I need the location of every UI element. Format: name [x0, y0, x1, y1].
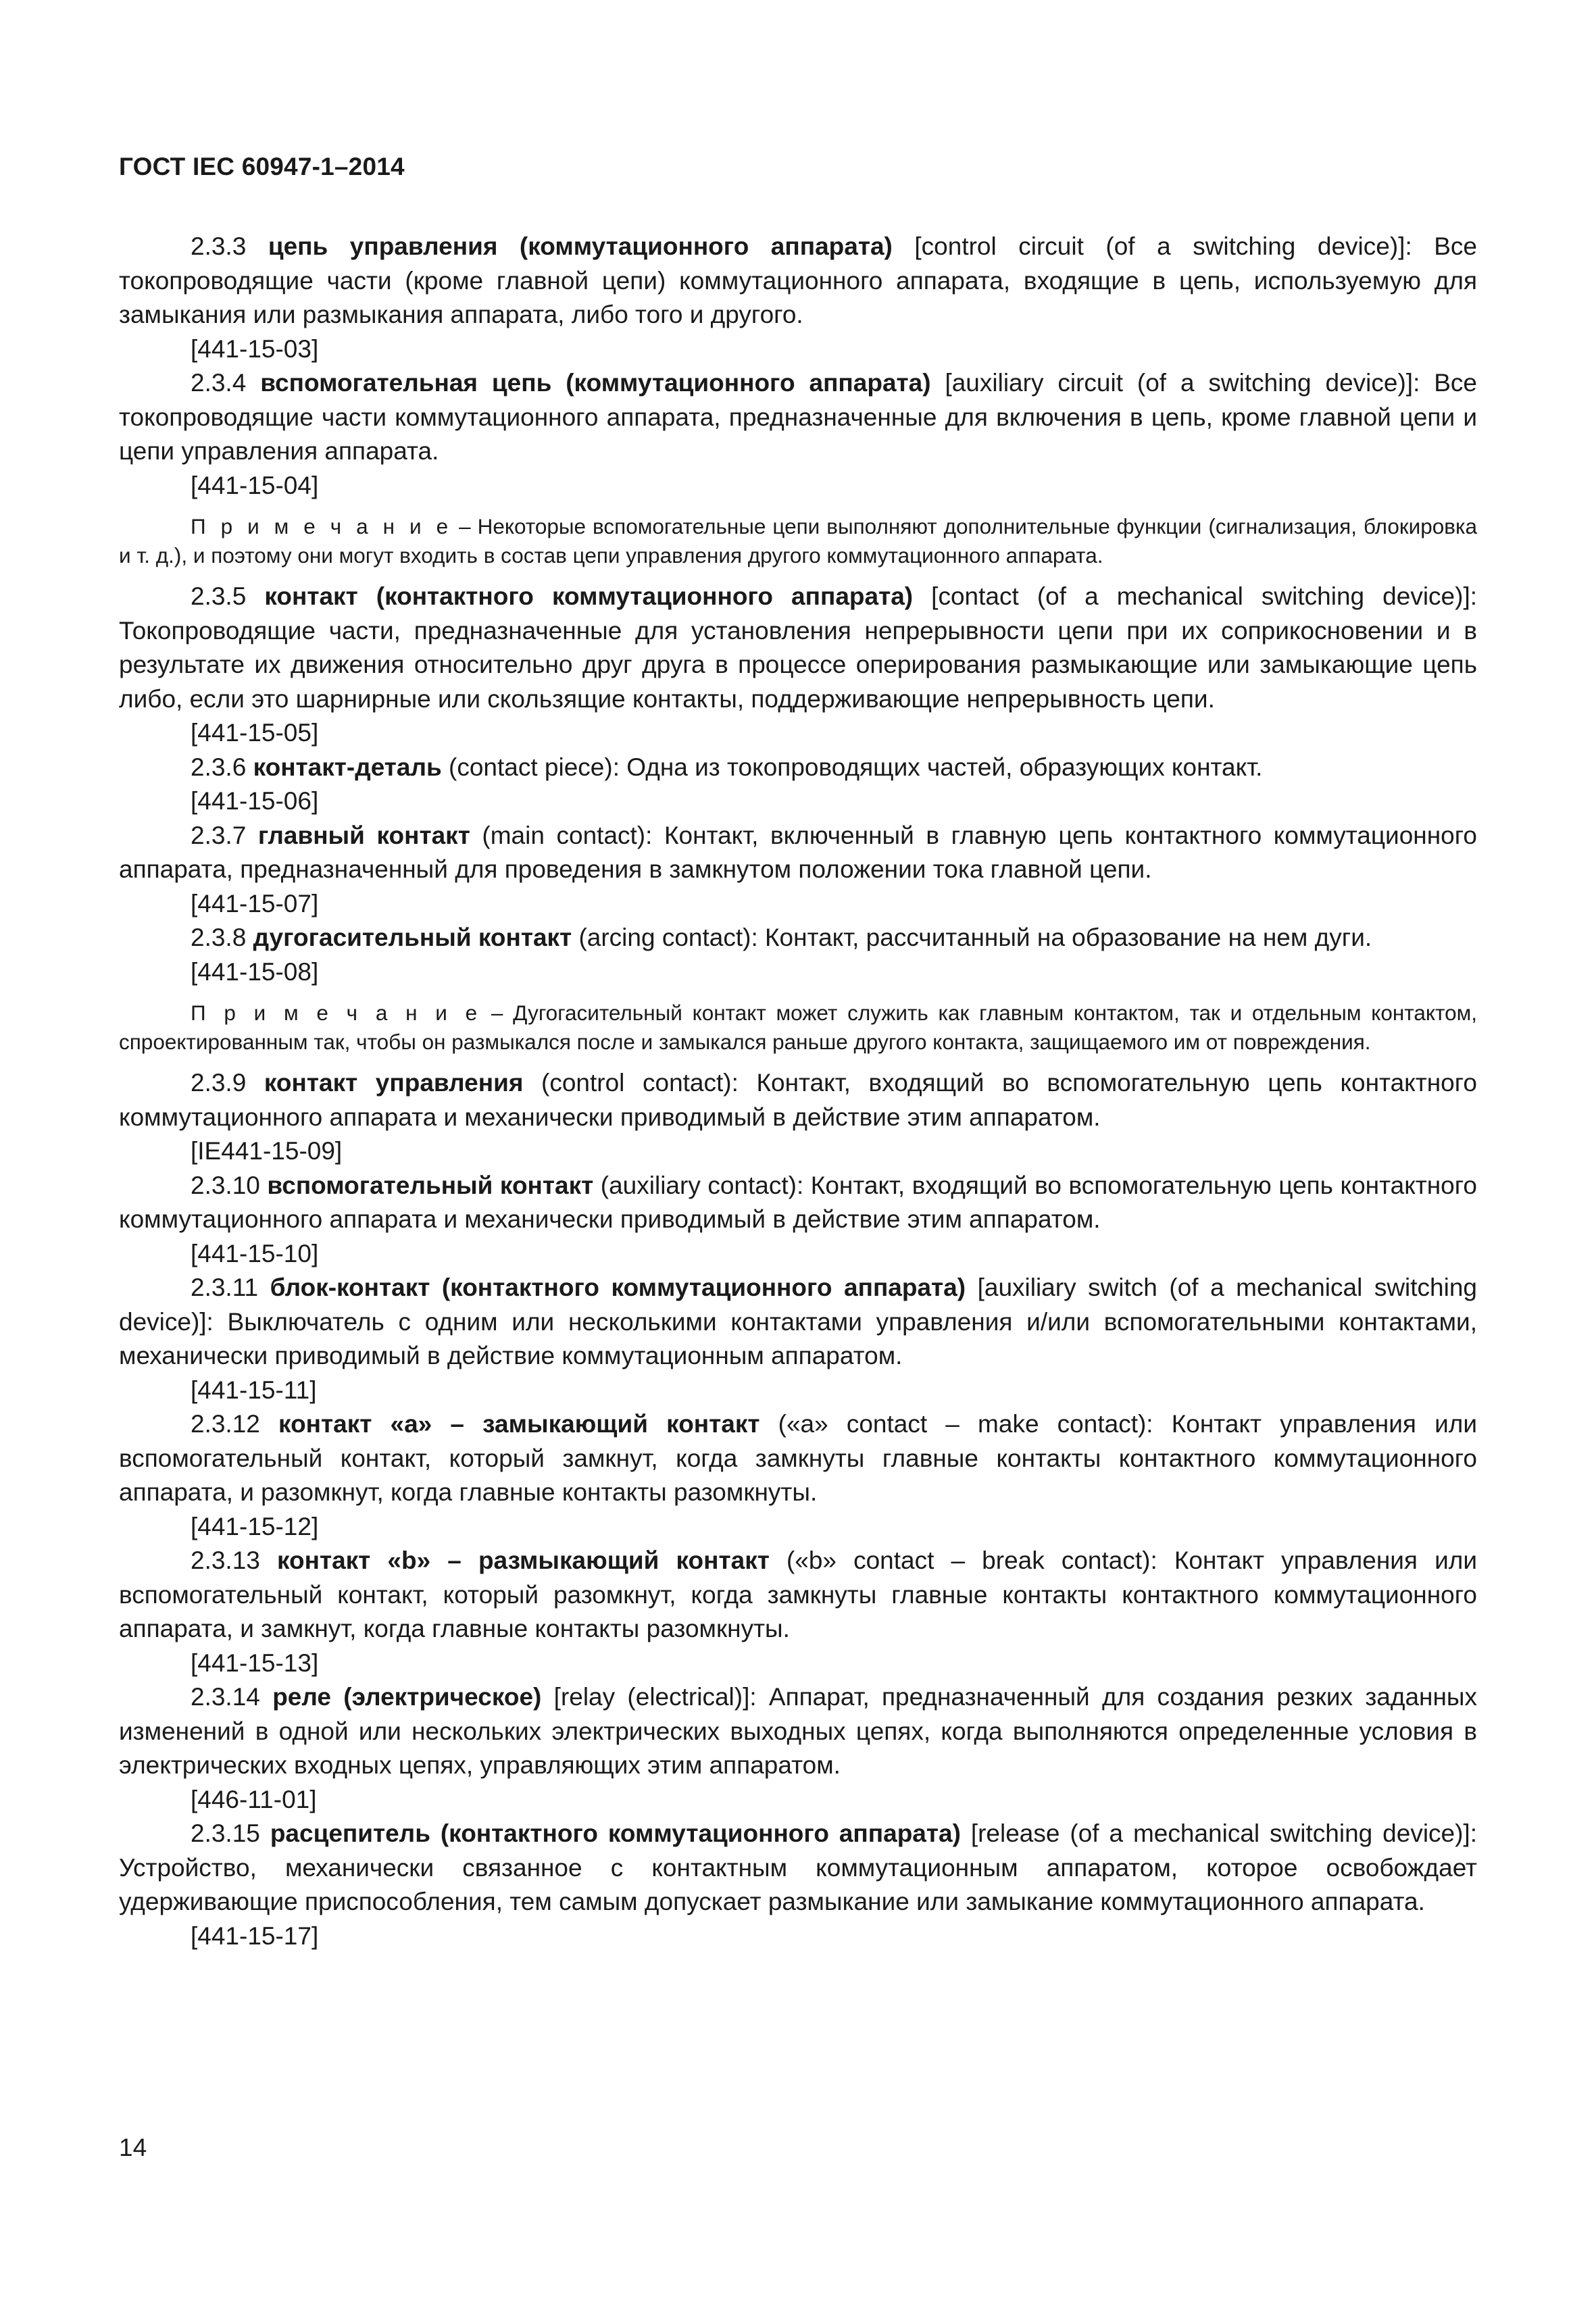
note-label: П р и м е ч а н и е [191, 1001, 482, 1025]
entry-number: 2.3.13 [191, 1546, 260, 1574]
entry-term: контакт «а» – замыкающий контакт [278, 1410, 760, 1438]
entry-2-3-4 [119, 366, 1477, 469]
entry-term: главный контакт [257, 821, 470, 849]
entry-number: 2.3.9 [191, 1069, 247, 1097]
entry-reference: [IE441-15-09] [191, 1137, 343, 1165]
page-number: 14 [119, 2134, 147, 2161]
note-text: – Дугогасительный контакт может служить как главным контактом, так и отдельным контактом, спроектированным так, чтобы он размыкался после и замыкался раньше другого контакта, защищаемого им от повреждения. [119, 1001, 1477, 1054]
entry-term: блок-контакт (контактного коммутационного аппарата) [270, 1274, 966, 1301]
document-body [119, 230, 1477, 1953]
entry-number: 2.3.4 [191, 369, 247, 397]
standard-header: ГОСТ IEC 60947-1–2014 [119, 153, 405, 180]
entry-term: контакт «b» – размыкающий контакт [276, 1546, 770, 1574]
entry-reference: [441-15-17] [191, 1921, 319, 1950]
entry-reference: [441-15-05] [191, 719, 319, 747]
note-text: – Некоторые вспомогательные цепи выполняют дополнительные функции (сигнализация, блокировка и т. д.), и поэтому они могут входить в состав цепи управления другого коммутационного аппарата. [119, 514, 1477, 568]
entry-term: контакт управления [264, 1069, 524, 1097]
entry-term: контакт (контактного коммутационного аппарата) [264, 582, 914, 610]
entry-reference: [446-11-01] [191, 1785, 317, 1813]
entry-definition: (main contact): Контакт, включенный в главную цепь контактного коммутационного аппарата, предназначенный для проведения в замкнутом положении тока главной цепи. [119, 821, 1477, 883]
entry-definition: [relay (electrical)]: Аппарат, предназначенный для создания резких заданных изменений в одной или нескольких электрических выходных цепях, когда выполняются определенные условия в электрических входных цепях, управляющих этим аппаратом. [119, 1683, 1478, 1779]
entry-reference: [441-15-03] [191, 334, 319, 363]
entry-reference: [441-15-12] [191, 1512, 319, 1540]
entry-2-3-6 [119, 751, 1477, 785]
entry-definition: [release (of a mechanical switching device)]: Устройство, механически связанное с контактным коммутационным аппаратом, которое освобождает удерживающие приспособления, тем самым допускает размыкание или замыкание коммутационного аппарата. [119, 1819, 1477, 1915]
entry-term: вспомогательная цепь (коммутационного аппарата) [260, 369, 931, 397]
entry-term: расцепитель (контактного коммутационного аппарата) [270, 1819, 961, 1847]
entry-definition: («b» contact – break contact): Контакт управления или вспомогательный контакт, который разомкнут, когда замкнуты главные контакты контактного коммутационного аппарата, и замкнут, когда главные контакты разомкнуты. [119, 1546, 1477, 1642]
entry-2-3-11 [119, 1271, 1477, 1374]
entry-number: 2.3.11 [191, 1274, 259, 1301]
entry-number: 2.3.12 [191, 1410, 260, 1438]
entry-definition: [auxiliary circuit (of a switching device)]: Все токопроводящие части коммутационного аппарата, предназначенные для включения в цепь, кроме главной цепи и цепи управления аппарата. [119, 369, 1478, 465]
entry-term: вспомогательный контакт [267, 1171, 594, 1199]
note-label: П р и м е ч а н и е [191, 514, 453, 538]
entry-2-3-9 [119, 1066, 1477, 1134]
entry-definition: [contact (of a mechanical switching device)]: Токопроводящие части, предназначенные для установления непрерывности цепи при их соприкосновении и в результате их движения относительно друг друга в процессе оперирования размыкающие или замыкающие цепь либо, если это шарнирные или скользящие контакты, поддерживающие непрерывность цепи. [119, 582, 1478, 713]
entry-number: 2.3.3 [191, 232, 247, 260]
entry-number: 2.3.15 [191, 1819, 260, 1847]
entry-reference: [441-15-13] [191, 1649, 319, 1677]
entry-reference: [441-15-04] [191, 471, 319, 499]
entry-reference: [441-15-10] [191, 1239, 319, 1267]
entry-term: дугогасительный контакт [253, 924, 572, 951]
entry-number: 2.3.8 [191, 924, 247, 951]
entry-reference: [441-15-06] [191, 787, 319, 815]
entry-2-3-15 [119, 1817, 1477, 1919]
entry-number: 2.3.14 [191, 1683, 260, 1711]
entry-definition: (auxiliary contact): Контакт, входящий во вспомогательную цепь контактного коммутационного аппарата и механически приводимый в действие этим аппаратом. [119, 1171, 1478, 1233]
entry-reference: [441-15-08] [191, 957, 319, 986]
entry-2-3-7 [119, 819, 1477, 887]
entry-reference: [441-15-07] [191, 889, 319, 917]
entry-definition: (arcing contact): Контакт, рассчитанный на образование на нем дуги. [572, 924, 1372, 951]
entry-2-3-3 [119, 230, 1477, 332]
note [119, 999, 1477, 1057]
entry-2-3-8 [119, 921, 1477, 955]
entry-definition: (contact piece): Одна из токопроводящих частей, образующих контакт. [441, 753, 1263, 781]
entry-2-3-5 [119, 580, 1477, 716]
entry-2-3-14 [119, 1680, 1477, 1783]
entry-number: 2.3.6 [191, 753, 247, 781]
entry-number: 2.3.5 [191, 582, 247, 610]
entry-number: 2.3.7 [191, 821, 247, 849]
note [119, 512, 1477, 570]
entry-definition: («а» contact – make contact): Контакт управления или вспомогательный контакт, который замкнут, когда замкнуты главные контакты контактного коммутационного аппарата, и разомкнут, когда главные контакты разомкнуты. [119, 1410, 1478, 1506]
entry-2-3-13 [119, 1544, 1477, 1646]
entry-2-3-12 [119, 1407, 1477, 1510]
entry-definition: [control circuit (of a switching device)]: Все токопроводящие части (кроме главной цепи) коммутационного аппарата, входящие в цепь, используемую для замыкания или размыкания аппарата, либо того и другого. [119, 232, 1478, 328]
entry-definition: [auxiliary switch (of a mechanical switching device)]: Выключатель с одним или несколькими контактами управления и/или вспомогательными контактами, механически приводимый в действие коммутационным аппаратом. [119, 1274, 1477, 1369]
entry-reference: [441-15-11] [191, 1376, 317, 1404]
entry-definition: (control contact): Контакт, входящий во вспомогательную цепь контактного коммутационного аппарата и механически приводимый в действие этим аппаратом. [119, 1069, 1477, 1131]
entry-term: контакт-деталь [253, 753, 442, 781]
entry-number: 2.3.10 [191, 1171, 260, 1199]
entry-term: реле (электрическое) [272, 1683, 542, 1711]
entry-term: цепь управления (коммутационного аппарата) [268, 232, 893, 260]
entry-2-3-10 [119, 1169, 1477, 1237]
